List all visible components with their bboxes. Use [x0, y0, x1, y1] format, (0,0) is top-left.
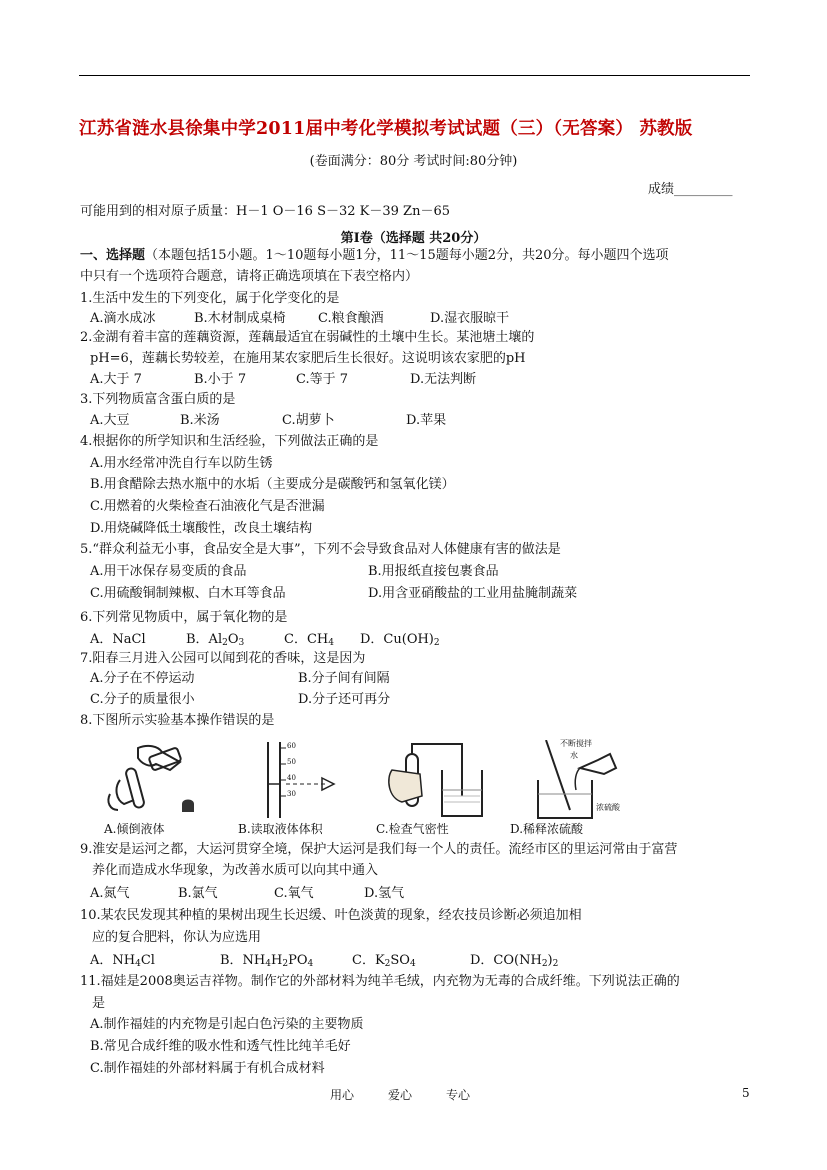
figure-a-pouring — [100, 740, 210, 820]
q11-stem-line1: 11.福娃是2008奥运吉祥物。制作它的外部材料为纯羊毛绒，内充物为无毒的合成纤维。下列说法正确的 — [80, 974, 680, 989]
q4-option-c: C.用燃着的火柴检查石油液化气是否泄漏 — [90, 499, 325, 514]
figure-d-dilute-acid — [530, 740, 650, 820]
tick-40: 40 — [287, 774, 296, 782]
q1-option-d: D.湿衣服晾干 — [430, 311, 510, 326]
figure-b-reading-volume — [250, 740, 350, 820]
section-intro-line2: 中只有一个选项符合题意，请将正确选项填在下表空格内） — [80, 269, 419, 284]
q1-option-a: A.滴水成冰 — [90, 311, 156, 326]
q9-stem-line2: 养化而造成水华现象，为改善水质可以向其中通入 — [92, 863, 379, 878]
q11-option-a: A.制作福娃的内充物是引起白色污染的主要物质 — [90, 1017, 364, 1032]
q9-option-d: D.氢气 — [364, 886, 405, 901]
q5-option-a: A.用干冰保存易变质的食品 — [90, 564, 247, 579]
q11-option-c: C.制作福娃的外部材料属于有机合成材料 — [90, 1061, 325, 1076]
figure-c-airtightness — [378, 740, 498, 820]
footer-motto-2: 爱心 — [388, 1088, 413, 1102]
q4-option-a: A.用水经常冲洗自行车以防生锈 — [90, 456, 273, 471]
q2-stem-line2: pH=6，莲藕长势较差，在施用某农家肥后生长很好。这说明该农家肥的pH — [90, 351, 526, 366]
label-acid: 浓硫酸 — [596, 803, 620, 812]
section-heading: 一、选择题 — [80, 248, 146, 263]
q11-stem-line2: 是 — [92, 996, 106, 1011]
q3-option-b: B.米汤 — [180, 413, 220, 428]
footer-motto-3: 专心 — [446, 1088, 471, 1102]
q7-stem: 7.阳春三月进入公园可以闻到花的香味，这是因为 — [80, 651, 366, 666]
q2-option-b: B.小于 7 — [194, 372, 247, 387]
q2-option-d: D.无法判断 — [410, 372, 477, 387]
top-rule — [79, 75, 750, 76]
q8-stem: 8.下图所示实验基本操作错误的是 — [80, 713, 275, 728]
q8-option-c: C.检查气密性 — [376, 822, 449, 836]
q3-option-a: A.大豆 — [90, 413, 130, 428]
q5-stem: 5.“群众利益无小事，食品安全是大事”，下列不会导致食品对人体健康有害的做法是 — [80, 542, 561, 557]
q5-option-c: C.用硫酸铜制辣椒、白木耳等食品 — [90, 586, 286, 601]
exam-info: (卷面满分：80分 考试时间:80分钟) — [309, 154, 518, 169]
q6-stem: 6.下列常见物质中，属于氧化物的是 — [80, 610, 288, 625]
q7-option-a: A.分子在不停运动 — [90, 671, 195, 686]
page-number: 5 — [742, 1086, 750, 1100]
q4-option-b: B.用食醋除去热水瓶中的水垢（主要成分是碳酸钙和氢氧化镁） — [90, 477, 455, 492]
label-water: 水 — [570, 751, 578, 760]
q9-option-a: A.氮气 — [90, 886, 130, 901]
q4-stem: 4.根据你的所学知识和生活经验，下列做法正确的是 — [80, 434, 379, 449]
q10-option-c: C．$K_2SO_4$ — [352, 953, 416, 969]
q8-figures — [100, 740, 730, 838]
section-title: 第Ⅰ卷（选择题 共20分） — [340, 231, 487, 246]
q10-stem-line1: 10.某农民发现其种植的果树出现生长迟缓、叶色淡黄的现象，经农技员诊断必须追加相 — [80, 908, 582, 923]
q1-option-c: C.粮食酿酒 — [318, 311, 384, 326]
q3-stem: 3.下列物质富含蛋白质的是 — [80, 392, 236, 407]
q10-option-d: D．$CO(NH_2)_2$ — [470, 953, 559, 969]
document-title: 江苏省涟水县徐集中学2011届中考化学模拟考试试题（三）（无答案） 苏教版 — [79, 119, 693, 139]
q6-option-b: B．$Al_2O_3$ — [186, 632, 245, 648]
label-stir: 不断搅拌 — [560, 739, 592, 748]
q5-option-b: B.用报纸直接包裹食品 — [368, 564, 499, 579]
tick-60: 60 — [287, 742, 296, 750]
q7-option-d: D.分子还可再分 — [298, 692, 391, 707]
q6-option-d: D．$Cu(OH)_2$ — [360, 632, 440, 648]
q2-stem-line1: 2.金湖有着丰富的莲藕资源，莲藕最适宜在弱碱性的土壤中生长。某池塘土壤的 — [80, 330, 535, 345]
footer-motto-1: 用心 — [330, 1088, 355, 1102]
q8-option-d: D.稀释浓硫酸 — [510, 822, 584, 836]
score-field: 成绩_________ — [648, 182, 733, 197]
q2-option-c: C.等于 7 — [296, 372, 349, 387]
q9-option-b: B.氯气 — [178, 886, 218, 901]
q5-option-d: D.用含亚硝酸盐的工业用盐腌制蔬菜 — [368, 586, 578, 601]
q3-option-c: C.胡萝卜 — [282, 413, 335, 428]
section-intro-text: （本题包括15小题。1～10题每小题1分，11～15题每小题2分，共20分。每小题四个选项 — [145, 248, 669, 263]
q6-option-a: A．NaCl — [90, 632, 146, 647]
q2-option-a: A.大于 7 — [90, 372, 142, 387]
q7-option-b: B.分子间有间隔 — [298, 671, 390, 686]
q10-option-a: A．$NH_4Cl$ — [90, 953, 155, 969]
q8-option-a: A.倾倒液体 — [104, 822, 165, 836]
q10-option-b: B．$NH_4H_2PO_4$ — [220, 953, 314, 969]
tick-50: 50 — [287, 758, 296, 766]
q1-option-b: B.木材制成桌椅 — [194, 311, 286, 326]
section-intro-line1 — [80, 246, 669, 266]
q11-option-b: B.常见合成纤维的吸水性和透气性比纯羊毛好 — [90, 1039, 351, 1054]
q10-stem-line2: 应的复合肥料，你认为应选用 — [92, 930, 262, 945]
q8-option-b: B.读取液体体积 — [238, 822, 323, 836]
atomic-mass-line: 可能用到的相对原子质量：H－1 O－16 S－32 K－39 Zn－65 — [80, 204, 450, 219]
tick-30: 30 — [287, 790, 296, 798]
q9-stem-line1: 9.淮安是运河之都，大运河贯穿全境，保护大运河是我们每一个人的责任。流经市区的里运河常由于富营 — [80, 842, 678, 857]
q4-option-d: D.用烧碱降低土壤酸性，改良土壤结构 — [90, 521, 313, 536]
q3-option-d: D.苹果 — [406, 413, 447, 428]
q1-stem: 1.生活中发生的下列变化，属于化学变化的是 — [80, 291, 340, 306]
q7-option-c: C.分子的质量很小 — [90, 692, 195, 707]
q9-option-c: C.氧气 — [274, 886, 314, 901]
q6-option-c: C．$CH_4$ — [284, 632, 334, 648]
